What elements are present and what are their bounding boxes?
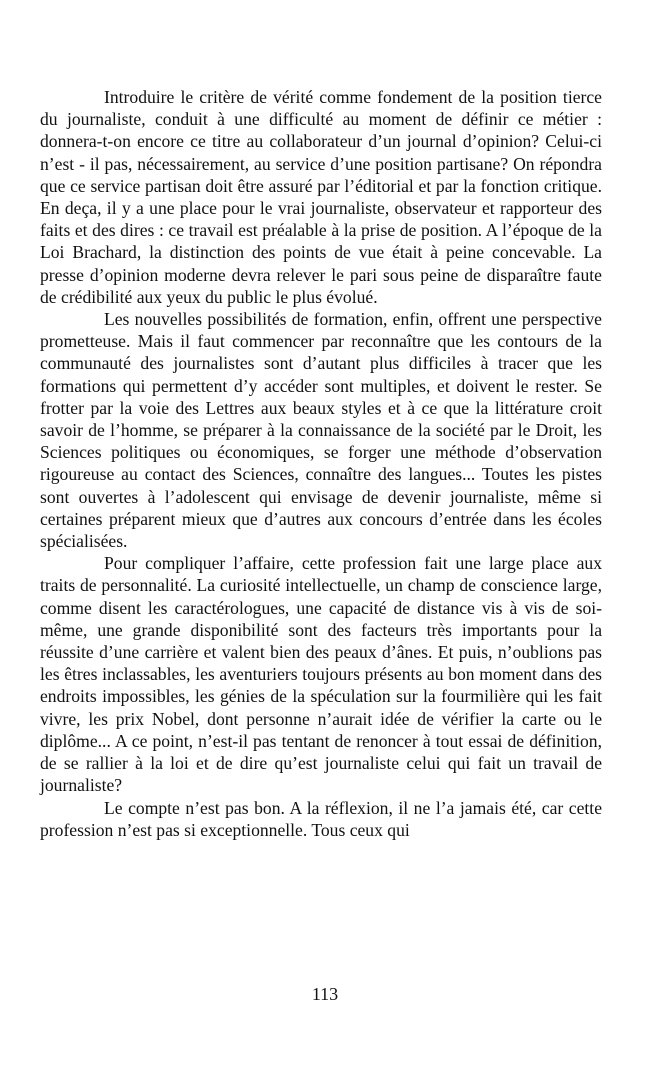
paragraph-1: Introduire le critère de vérité comme fondement de la position tierce du journaliste, conduit à une difficulté au moment de définir ce métier : donnera-t-on encore ce titre au collaborateur d’un journal d’opinion? Celui-ci n’est - il pas, nécessairement, au service d’une position partisane? On répondra que ce service partisan doit être assuré par l’éditorial et par la fonction critique. En deça, il y a une place pour le vrai journaliste, observateur et rapporteur des faits et des dires : ce travail est préalable à la prise de position. A l’époque de la Loi Brachard, la distinction des points de vue était à peine concevable. La presse d’opinion moderne devra relever le pari sous peine de disparaître faute de crédibilité aux yeux du public le plus évolué.	[40, 87, 602, 307]
body-text	[40, 86, 602, 841]
paragraph-4: Le compte n’est pas bon. A la réflexion, il ne l’a jamais été, car cette profession n’est pas si exceptionnelle. Tous ceux qui	[40, 797, 602, 840]
paragraph-3: Pour compliquer l’affaire, cette profession fait une large place aux traits de personnalité. La curiosité intellectuelle, un champ de conscience large, comme disent les caractérologues, une capacité de distance vis à vis de soi-même, une grande disponibilité sont des facteurs très importants pour la réussite d’une carrière et valent bien des peaux d’ânes. Et puis, n’oublions pas les êtres inclassables, les aventuriers toujours présents au bon moment dans des endroits impossibles, les génies de la spéculation sur la fourmilière qui les fait vivre, les prix Nobel, dont personne n’aurait idée de vérifier la carte ou le diplôme... A ce point, n’est-il pas tentant de renoncer à tout essai de définition, de se rallier à la loi et de dire qu’est journaliste celui qui fait un travail de journaliste?	[40, 553, 602, 796]
paragraph-2: Les nouvelles possibilités de formation, enfin, offrent une perspective prometteuse. Mais il faut commencer par reconnaître que les contours de la communauté des journalistes sont d’autant plus difficiles à tracer que les formations qui permettent d’y accéder sont multiples, et doivent le rester. Se frotter par la voie des Lettres aux beaux styles et à ce que la littérature croit savoir de l’homme, se préparer à la connaissance de la société par le Droit, les Sciences politiques ou économiques, se forger une méthode d’observation rigoureuse au contact des Sciences, connaître des langues... Toutes les pistes sont ouvertes à l’adolescent qui envisage de devenir journaliste, même si certaines préparent mieux que d’autres aux concours d’entrée dans les écoles spécialisées.	[40, 309, 602, 552]
page-number: 113	[311, 984, 339, 1004]
